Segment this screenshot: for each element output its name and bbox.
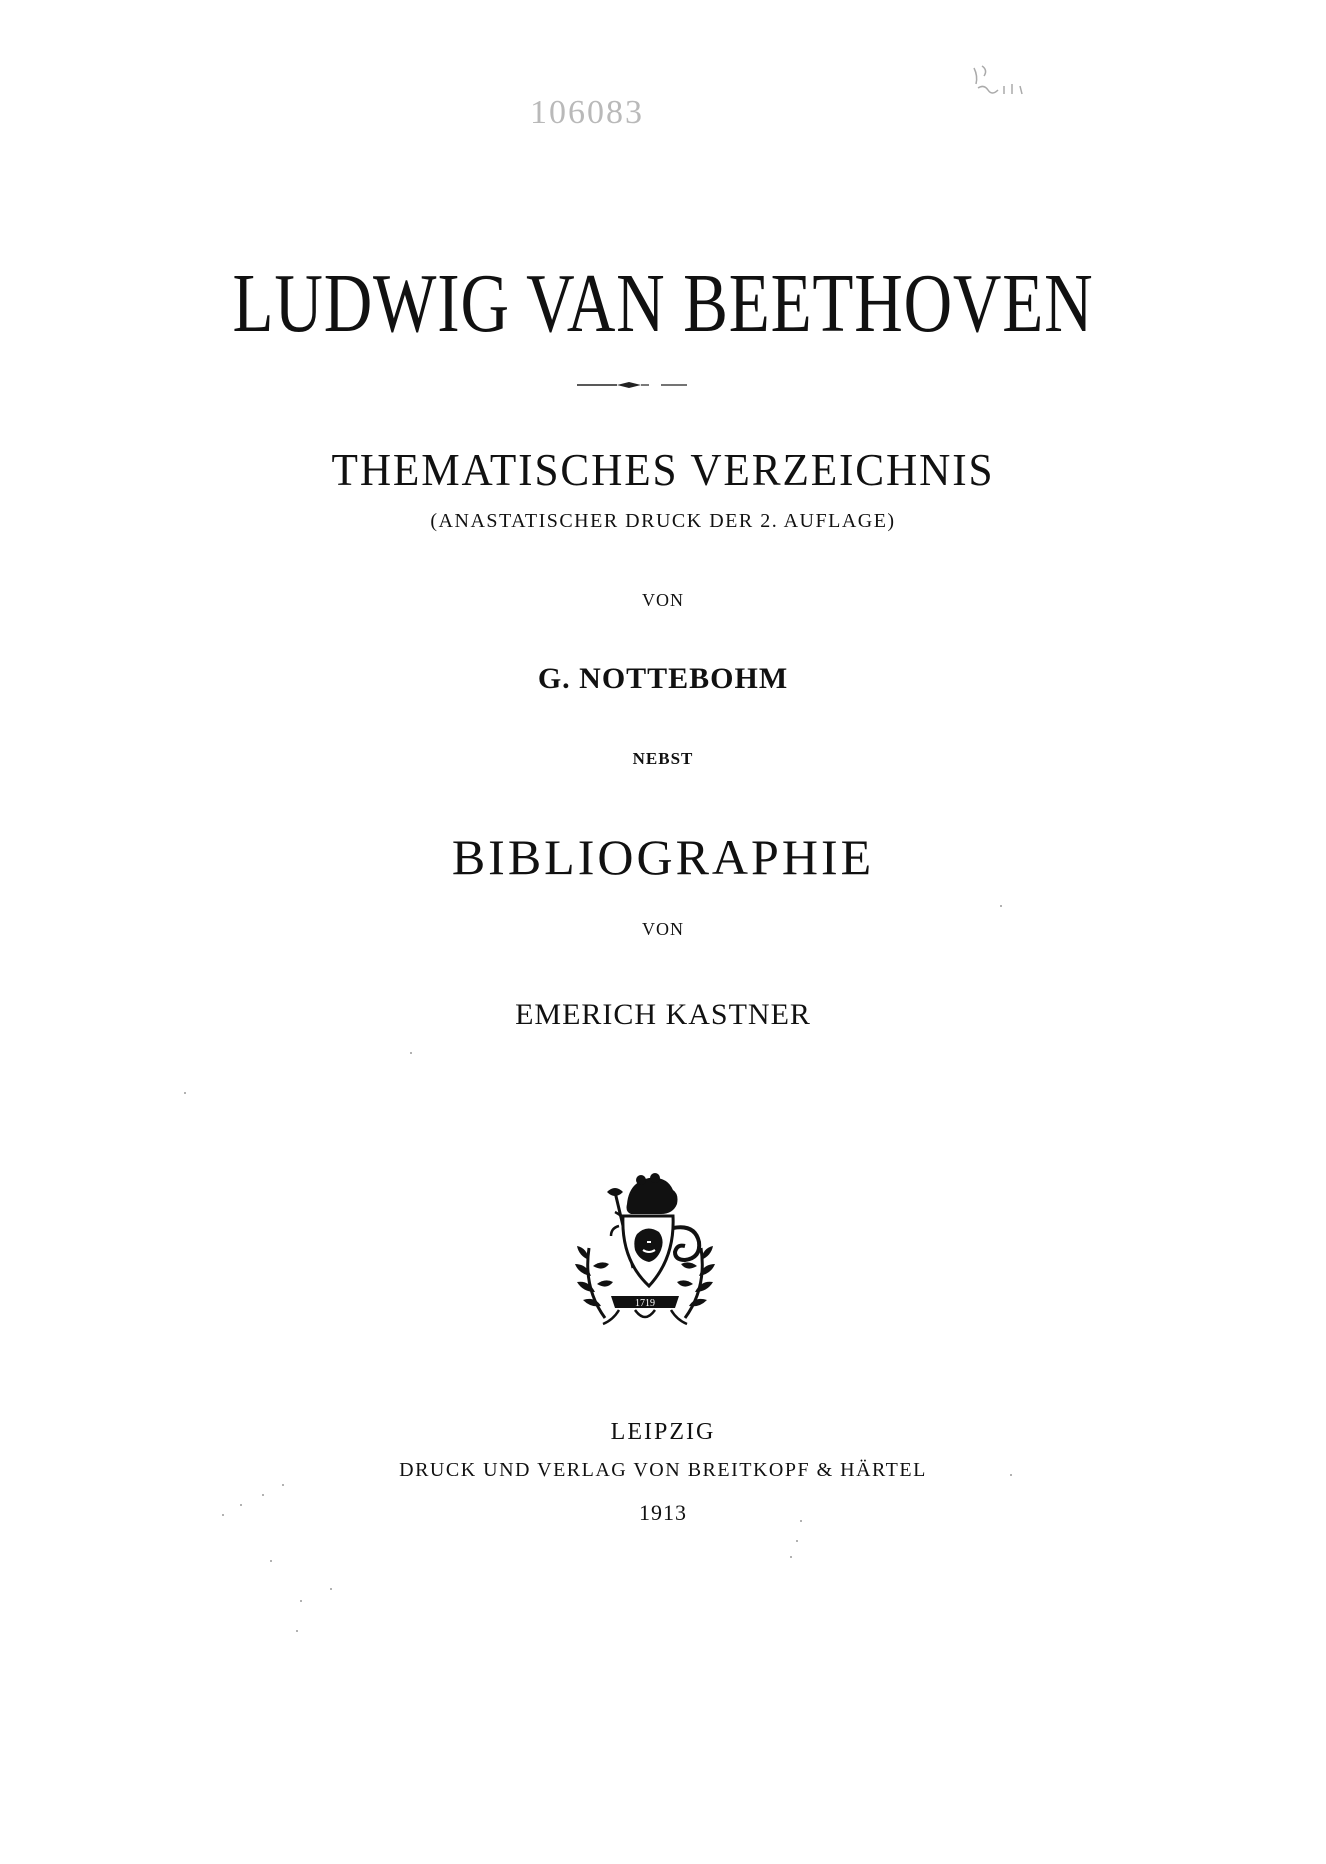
handwritten-mark-icon xyxy=(968,62,1038,112)
scan-speck xyxy=(800,1520,802,1522)
imprint-city: LEIPZIG xyxy=(610,1419,716,1445)
book-subtitle: THEMATISCHES VERZEICHNIS xyxy=(331,444,995,495)
scan-speck xyxy=(296,1630,298,1632)
edition-note: (ANASTATISCHER DRUCK DER 2. AUFLAGE) xyxy=(430,510,896,532)
scan-speck xyxy=(282,1484,284,1486)
scan-speck xyxy=(300,1600,302,1602)
scan-speck xyxy=(1000,905,1002,907)
scan-speck xyxy=(410,1052,412,1054)
scan-speck xyxy=(330,1588,332,1590)
scan-speck xyxy=(270,1560,272,1562)
author-name-2: EMERICH KASTNER xyxy=(515,998,811,1031)
book-title: LUDWIG VAN BEETHOVEN xyxy=(232,257,1094,350)
scan-speck xyxy=(790,1556,792,1558)
scan-speck xyxy=(262,1494,264,1496)
scan-speck xyxy=(222,1514,224,1516)
library-stamp-number: 106083 xyxy=(530,94,644,131)
scan-speck xyxy=(240,1504,242,1506)
publisher-emblem-icon xyxy=(575,1168,715,1330)
emblem-banner-date: 1719 xyxy=(635,1298,655,1309)
author-name-1: G. NOTTEBOHM xyxy=(537,662,789,695)
by-line-1: VON xyxy=(642,590,684,610)
scan-speck xyxy=(184,1092,186,1094)
scan-speck xyxy=(1010,1474,1012,1476)
imprint-publisher: DRUCK UND VERLAG VON BREITKOPF & HÄRTEL xyxy=(399,1459,927,1481)
imprint-year: 1913 xyxy=(639,1500,687,1525)
by-line-2: VON xyxy=(642,919,684,939)
scan-speck xyxy=(796,1540,798,1542)
title-rule-ornament-icon xyxy=(577,380,697,390)
second-work-title: BIBLIOGRAPHIE xyxy=(451,829,875,885)
conjunction-line: NEBST xyxy=(632,749,694,768)
